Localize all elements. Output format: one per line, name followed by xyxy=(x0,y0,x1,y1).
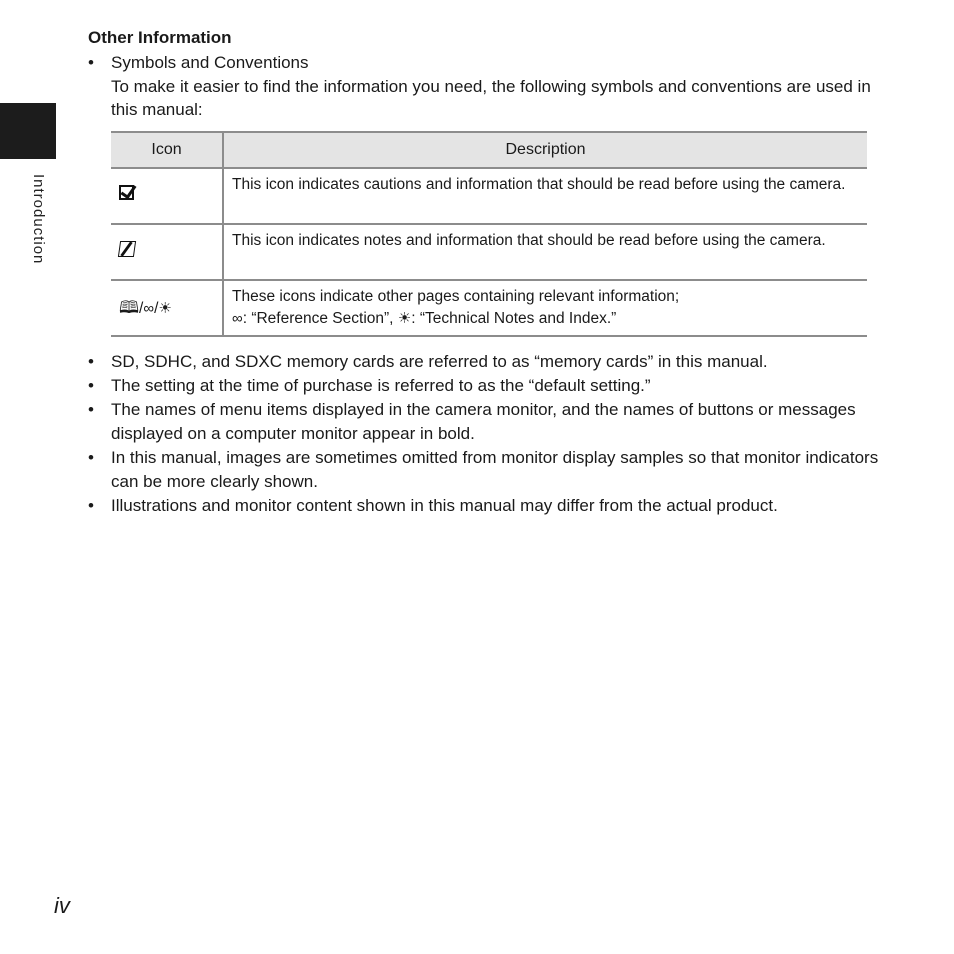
intro-bullet xyxy=(88,51,878,75)
page-number: iv xyxy=(54,893,70,918)
bullet-dot: • xyxy=(88,448,94,467)
description-cell xyxy=(223,280,867,336)
list-item-text: Illustrations and monitor content shown in this manual may differ from the actual product. xyxy=(111,496,778,515)
bullet-dot: • xyxy=(88,496,94,515)
binoculars-icon: ∞ xyxy=(232,310,243,327)
list-item-text: SD, SDHC, and SDXC memory cards are referred to as “memory cards” in this manual. xyxy=(111,352,768,371)
intro-bullet-title: Symbols and Conventions xyxy=(111,53,309,72)
intro-block xyxy=(88,51,878,122)
technical-notes-text: : “Technical Notes and Index.” xyxy=(411,310,617,327)
section-heading: Other Information xyxy=(88,28,232,47)
list-item xyxy=(88,398,888,446)
header-icon: Icon xyxy=(111,132,223,168)
bullet-dot: • xyxy=(88,352,94,371)
bullet-dot: • xyxy=(88,53,94,72)
intro-body: To make it easier to find the information you need, the following symbols and conventions are used in this manual: xyxy=(111,76,871,119)
description-cell: This icon indicates notes and information that should be read before using the camera. xyxy=(223,224,867,280)
bulb-icon: ☀ xyxy=(158,299,172,317)
list-item xyxy=(88,494,888,518)
section-tab xyxy=(0,103,56,159)
bulb-icon: ☀ xyxy=(397,310,412,327)
icon-cell xyxy=(111,224,223,280)
list-item-text: In this manual, images are sometimes omitted from monitor display samples so that monitor indicators can be more clearly shown. xyxy=(111,448,879,491)
icon-separator: / xyxy=(139,299,144,317)
list-item-text: The setting at the time of purchase is referred to as the “default setting.” xyxy=(111,376,651,395)
icon-separator: / xyxy=(154,299,159,317)
conventions-table xyxy=(111,131,867,337)
note-icon xyxy=(118,241,136,257)
list-item xyxy=(88,374,888,398)
header-description: Description xyxy=(223,132,867,168)
check-icon xyxy=(119,185,134,200)
icon-cell xyxy=(111,280,223,336)
table-header-row xyxy=(111,132,867,168)
reference-section-text: : “Reference Section”, xyxy=(242,310,398,327)
section-label: Introduction xyxy=(30,174,47,265)
list-item-text: The names of menu items displayed in the camera monitor, and the names of buttons or messages displayed on a computer monitor appear in bold. xyxy=(111,400,856,443)
description-cell: This icon indicates cautions and information that should be read before using the camera. xyxy=(223,168,867,224)
description-line: These icons indicate other pages containing relevant information; xyxy=(232,288,680,305)
binoculars-icon: ∞ xyxy=(143,299,155,317)
list-item xyxy=(88,446,888,494)
list-item xyxy=(88,350,888,374)
table-row xyxy=(111,168,867,224)
bullet-dot: • xyxy=(88,376,94,395)
book-icon: 🕮 xyxy=(119,297,140,317)
icon-cell xyxy=(111,168,223,224)
table-row xyxy=(111,224,867,280)
table-row xyxy=(111,280,867,336)
conventions-list xyxy=(88,350,888,518)
bullet-dot: • xyxy=(88,400,94,419)
